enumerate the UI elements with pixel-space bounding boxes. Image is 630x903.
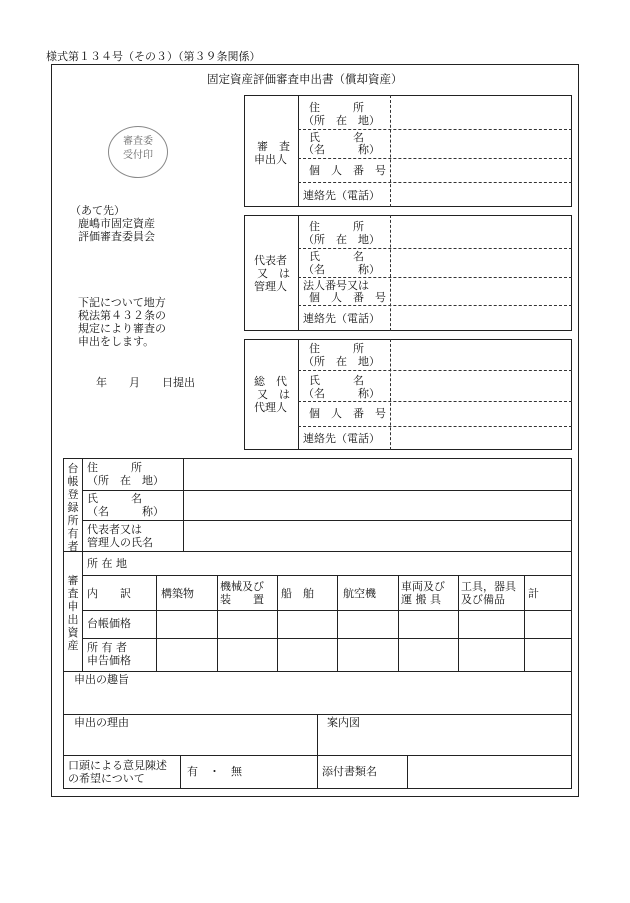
submission-date: 年 月 日提出	[96, 376, 195, 389]
form-number: 様式第１３４号（その３）（第３９条関係）	[46, 50, 261, 63]
statement-line4: 申出をします。	[78, 335, 155, 348]
applicant-name2: （名 称）	[303, 143, 380, 156]
reception-stamp	[108, 126, 168, 178]
oral-choice[interactable]: 有 ・ 無	[187, 765, 242, 778]
assets-location: 所 在 地	[87, 557, 127, 570]
stamp-line1: 審査委	[123, 136, 153, 147]
applicant-id: 個 人 番 号	[309, 164, 386, 177]
ledger-price-label: 台帳価格	[87, 617, 131, 630]
applicant-name1: 氏 名	[309, 131, 364, 144]
col-aircraft: 航空機	[343, 587, 376, 600]
applicant-box	[244, 95, 572, 207]
applicant-address2: （所 在 地）	[303, 114, 380, 127]
agent-label1: 総 代	[254, 375, 287, 388]
form-title: 固定資産評価審査申出書（償却資産）	[207, 72, 403, 86]
rep-id2: 個 人 番 号	[309, 291, 386, 304]
declared-price1: 所 有 者	[87, 641, 127, 654]
rep-address2: （所 在 地）	[303, 233, 380, 246]
declared-price2: 申告価格	[87, 654, 131, 667]
agent-label2: 又 は	[257, 388, 290, 401]
rep-label2: 又 は	[257, 267, 290, 280]
assets-breakdown: 内 訳	[87, 587, 131, 600]
col-structures: 構築物	[161, 587, 194, 600]
agent-contact: 連絡先（電話）	[303, 432, 380, 445]
addressee-line1: 鹿嶋市固定資産	[78, 217, 155, 230]
agent-id: 個 人 番 号	[309, 407, 386, 420]
agent-address1: 住 所	[309, 342, 364, 355]
assets-side-label: 審査申出資産	[67, 574, 79, 652]
owner-rep2: 管理人の氏名	[87, 536, 153, 549]
applicant-label2: 申出人	[254, 153, 287, 166]
purpose-label: 申出の趣旨	[74, 673, 129, 686]
col-ships: 船 舶	[281, 587, 314, 600]
statement-line3: 規定により審査の	[78, 322, 166, 335]
owner-address1: 住 所	[87, 461, 142, 474]
statement-line1: 下記について地方	[78, 296, 166, 309]
representative-box	[244, 215, 572, 331]
rep-name1: 氏 名	[309, 250, 364, 263]
applicant-address1: 住 所	[309, 101, 364, 114]
oral-label2: の希望について	[68, 772, 145, 785]
addressee-label: （あて先）	[70, 204, 125, 217]
rep-label3: 管理人	[254, 280, 287, 293]
attachments-label: 添付書類名	[322, 765, 377, 778]
addressee-line2: 評価審査委員会	[78, 230, 155, 243]
rep-label1: 代表者	[254, 254, 287, 267]
rep-address1: 住 所	[309, 220, 364, 233]
agent-label3: 代理人	[254, 401, 287, 414]
col-tools2: 及び備品	[461, 593, 505, 606]
agent-name2: （名 称）	[303, 387, 380, 400]
col-vehicles2: 運 搬 具	[401, 593, 441, 606]
map-label: 案内図	[327, 716, 360, 729]
rep-name2: （名 称）	[303, 263, 380, 276]
agent-name1: 氏 名	[309, 374, 364, 387]
oral-label1: 口頭による意見陳述	[68, 759, 167, 772]
rep-id1: 法人番号又は	[303, 279, 369, 292]
owner-name2: （名 称）	[87, 505, 164, 518]
col-tools1: 工具，器具	[461, 580, 516, 593]
owner-side-label: 台帳登録所有者	[67, 462, 79, 553]
rep-contact: 連絡先（電話）	[303, 312, 380, 325]
stamp-line2: 受付印	[123, 150, 153, 161]
applicant-contact: 連絡先（電話）	[303, 189, 380, 202]
owner-name1: 氏 名	[87, 492, 142, 505]
col-vehicles1: 車両及び	[401, 580, 445, 593]
owner-rep1: 代表者又は	[87, 523, 142, 536]
owner-address2: （所 在 地）	[87, 474, 164, 487]
agent-address2: （所 在 地）	[303, 355, 380, 368]
applicant-label1: 審 査	[257, 140, 290, 153]
col-total: 計	[528, 587, 539, 600]
col-machinery2: 装 置	[220, 593, 264, 606]
statement-line2: 税法第４３２条の	[78, 309, 166, 322]
reason-label: 申出の理由	[74, 716, 129, 729]
agent-box	[244, 339, 572, 450]
col-machinery1: 機械及び	[220, 580, 264, 593]
